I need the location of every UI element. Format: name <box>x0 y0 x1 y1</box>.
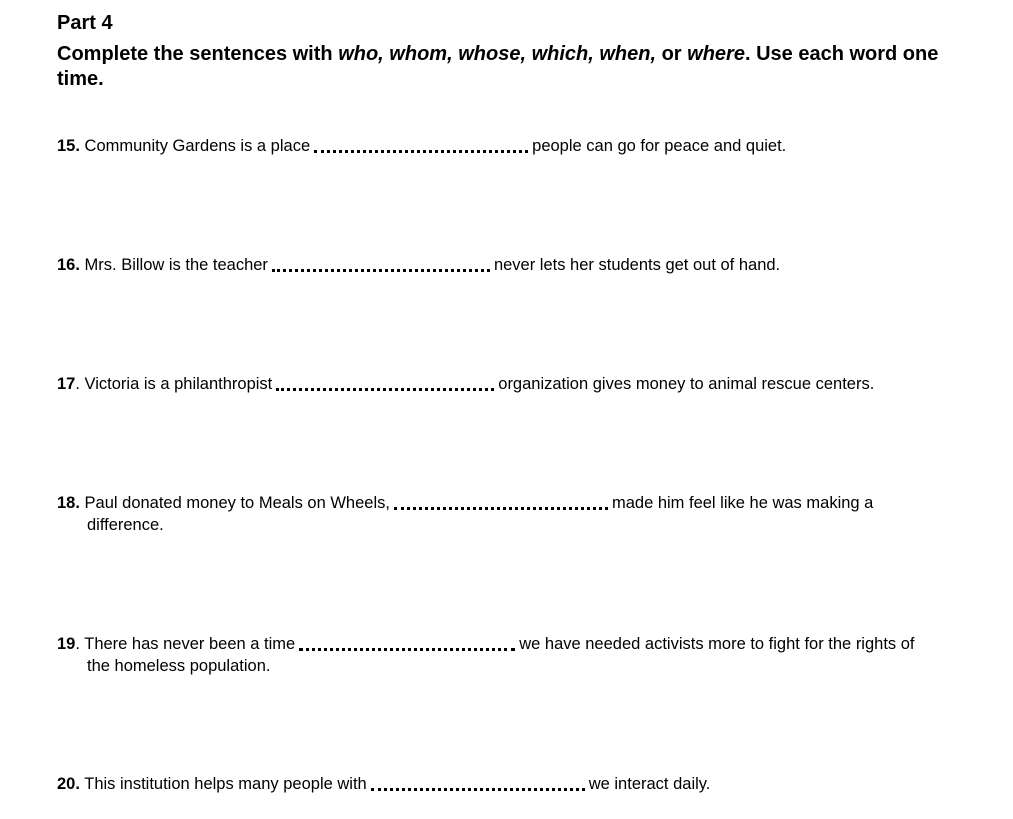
question-16 <box>57 255 987 277</box>
answer-blank[interactable] <box>394 495 608 510</box>
answer-blank[interactable] <box>371 776 585 791</box>
question-number: 20. <box>57 775 80 793</box>
question-text-before: Community Gardens is a place <box>84 137 311 155</box>
question-text-after: we interact daily. <box>588 775 711 793</box>
question-text-before: This institution helps many people with <box>84 775 367 793</box>
question-number-punct: . <box>75 635 80 653</box>
question-number: 17 <box>57 375 76 393</box>
answer-blank[interactable] <box>272 257 490 272</box>
instructions-tail: . Use each word one time. <box>57 43 939 90</box>
instructions-lead: Complete the sentences with <box>57 43 333 65</box>
question-text-before: There has never been a time <box>84 635 296 653</box>
question-text-after: people can go for peace and quiet. <box>532 137 787 155</box>
question-text-before: Paul donated money to Meals on Wheels, <box>84 494 390 512</box>
question-text-after: made him feel like he was making a <box>611 494 874 512</box>
part-title: Part 4 <box>57 12 113 34</box>
question-19 <box>57 634 987 677</box>
question-17 <box>57 374 987 396</box>
question-20 <box>57 774 987 796</box>
word-whose: whose, <box>458 43 526 65</box>
question-number-punct: . <box>75 375 80 393</box>
instructions-or: or <box>661 43 682 65</box>
word-which: which, <box>531 43 594 65</box>
word-who: who, <box>338 43 384 65</box>
question-18 <box>57 493 987 536</box>
question-number: 18. <box>57 494 80 512</box>
question-15 <box>57 136 987 158</box>
question-text-after: never lets her students get out of hand. <box>493 256 781 274</box>
question-text-continuation: the homeless population. <box>87 656 271 675</box>
instructions <box>57 42 987 92</box>
question-text-after: organization gives money to animal rescue centers. <box>498 375 875 393</box>
question-text-continuation: difference. <box>87 515 164 534</box>
question-text-before: Victoria is a philanthropist <box>84 375 273 393</box>
word-when: when, <box>599 43 657 65</box>
answer-blank[interactable] <box>314 138 528 153</box>
answer-blank[interactable] <box>299 636 515 651</box>
word-whom: whom, <box>389 43 453 65</box>
word-where: where <box>687 43 745 65</box>
question-number: 16. <box>57 256 80 274</box>
question-number: 19 <box>57 635 76 653</box>
question-text-after: we have needed activists more to fight for the rights of <box>519 635 915 653</box>
answer-blank[interactable] <box>276 376 494 391</box>
question-number: 15. <box>57 137 80 155</box>
question-text-before: Mrs. Billow is the teacher <box>84 256 268 274</box>
